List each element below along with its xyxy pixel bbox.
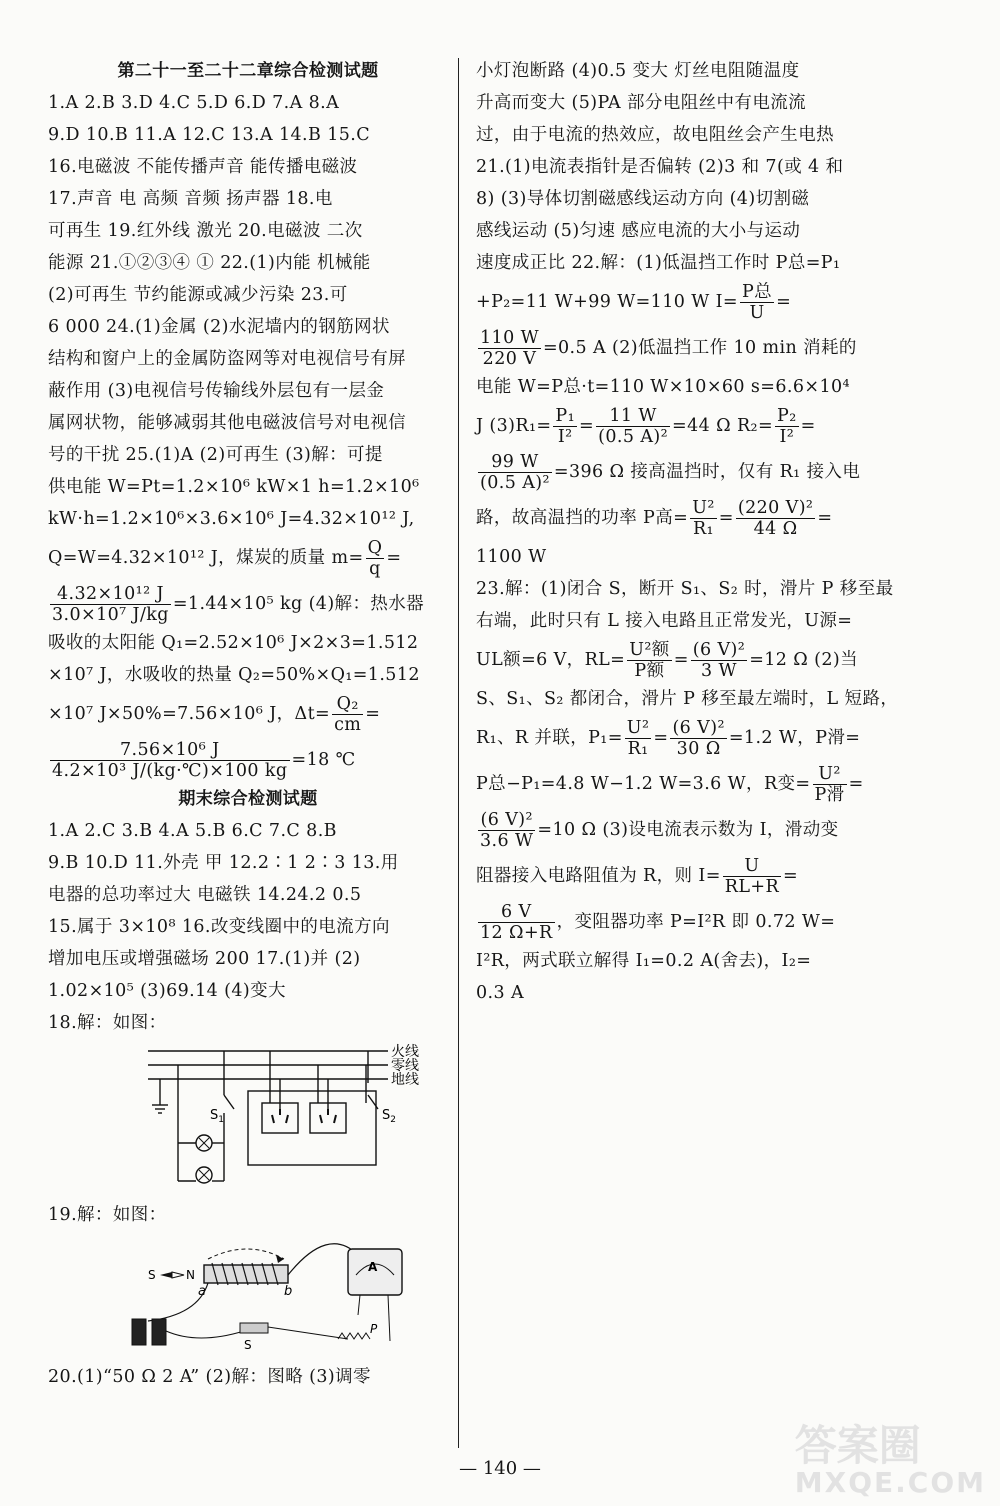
numerator: U: [723, 856, 781, 877]
text-run: =18 ℃: [291, 750, 356, 770]
live-wire-label: 火线: [391, 1044, 419, 1060]
denominator: 12 Ω+R: [480, 923, 553, 943]
denominator: 220 V: [482, 349, 537, 369]
numerator: P₁: [555, 406, 576, 426]
fraction: [690, 498, 717, 539]
denominator: R₁: [627, 739, 649, 759]
answer-line: 吸收的太阳能 Q₁=2.52×10⁶ J×2×3=1.512: [48, 633, 419, 653]
ground-wire-label: 地线: [391, 1072, 419, 1088]
denominator: R₁: [692, 519, 714, 539]
answer-line: 18.解：如图：: [48, 1013, 167, 1033]
text-run: =: [365, 704, 381, 724]
formula-line: [48, 737, 448, 783]
left-column: [48, 55, 448, 1393]
text-run: +P₂=11 W+99 W=110 W I=: [476, 292, 738, 312]
fraction: [813, 764, 847, 805]
text-run: R₁、R 并联，P₁=: [476, 728, 623, 748]
formula-line: [476, 325, 878, 371]
section-title-final: 期末综合检测试题: [178, 789, 318, 809]
numerator: (6 V)²: [692, 640, 746, 660]
answer-line: 属网状物，能够减弱其他电磁波信号对电视信: [48, 413, 406, 433]
formula-line: [476, 495, 878, 541]
answer-line: S、S₁、S₂ 都闭合，滑片 P 移至最左端时，L 短路，: [476, 689, 899, 709]
answer-line: 1100 W: [476, 547, 547, 567]
coil-end-a-label: a: [198, 1284, 206, 1299]
text-run: =: [386, 548, 402, 568]
numerator: Q: [367, 538, 383, 558]
text-run: =: [579, 416, 595, 436]
answer-line: 结构和窗户上的金属防盗网等对电视信号有屏: [48, 349, 406, 369]
electromagnet-diagram: [48, 1235, 448, 1355]
text-run: =44 Ω R₂=: [672, 416, 774, 436]
numerator: U²: [692, 498, 715, 518]
formula-line: [476, 807, 878, 853]
fraction: [740, 282, 774, 323]
fraction: [366, 538, 385, 579]
fraction: [775, 406, 799, 447]
fraction: [478, 328, 541, 369]
text-run: =396 Ω 接高温挡时，仅有 R₁ 接入电: [553, 462, 861, 482]
text-run: =: [653, 728, 669, 748]
answer-line: 升高而变大 (5)PA 部分电阻丝中有电流流: [476, 93, 807, 113]
watermark-logo: [794, 1421, 986, 1499]
fraction: [553, 406, 577, 447]
answer-line: 电能 W=P总·t=110 W×10×60 s=6.6×10⁴: [476, 377, 850, 397]
text-run: P总−P₁=4.8 W−1.2 W=3.6 W，R变=: [476, 774, 811, 794]
text-run: =: [776, 292, 792, 312]
answer-line: ×10⁷ J，水吸收的热量 Q₂=50%×Q₁=1.512: [48, 665, 420, 685]
formula-line: [476, 449, 878, 495]
fraction: [332, 694, 363, 735]
wiring-diagram: [48, 1043, 448, 1193]
neutral-wire-label: 零线: [391, 1058, 419, 1074]
answer-line: 21.(1)电流表指针是否偏转 (2)3 和 7(或 4 和: [476, 157, 844, 177]
answer-line: 9.D 10.B 11.A 12.C 13.A 14.B 15.C: [48, 125, 371, 145]
numerator: U²: [626, 718, 650, 738]
answer-line: 可再生 19.红外线 激光 20.电磁波 二次: [48, 221, 363, 241]
numerator: 7.56×10⁶ J: [50, 740, 290, 761]
answer-line: 8) (3)导体切割磁感线运动方向 (4)切割磁: [476, 189, 810, 209]
text-run: =0.5 A (2)低温挡工作 10 min 消耗的: [542, 338, 857, 358]
answer-line: 1.A 2.C 3.B 4.A 5.B 6.C 7.C 8.B: [48, 821, 337, 841]
text-run: ，变阻器功率 P=I²R 即 0.72 W=: [556, 912, 836, 932]
text-run: 路，故高温挡的功率 P高=: [476, 508, 689, 528]
numerator: 110 W: [480, 328, 539, 348]
denominator: I²: [557, 427, 573, 447]
denominator: 30 Ω: [676, 739, 721, 759]
formula-line: [476, 637, 878, 683]
switch-label: S: [244, 1338, 252, 1352]
fraction: [627, 640, 671, 681]
text-run: =: [718, 508, 734, 528]
switch-s2-label: $S_2$: [382, 1108, 396, 1125]
text-run: 阻器接入电路阻值为 R，则 I=: [476, 866, 721, 886]
text-run: UL额=6 V，RL=: [476, 650, 626, 670]
text-run: =: [817, 508, 833, 528]
fraction: [691, 640, 747, 681]
switch-s1-label: $S_1$: [210, 1108, 224, 1125]
denominator: 3 W: [701, 661, 737, 681]
text-run: =12 Ω (2)当: [749, 650, 859, 670]
section-title-21-22: 第二十一至二十二章综合检测试题: [117, 61, 379, 81]
column-divider: [458, 58, 459, 1448]
switch-icon: [240, 1323, 268, 1333]
compass-needle-icon: [160, 1272, 172, 1278]
text-run: =: [848, 774, 864, 794]
numerator: (6 V)²: [478, 810, 535, 831]
fraction: [50, 740, 290, 781]
denominator: 3.0×10⁷ J/kg: [52, 605, 169, 625]
answer-line: 20.(1)“50 Ω 2 A” (2)解：图略 (3)调零: [48, 1367, 371, 1387]
answer-line: kW·h=1.2×10⁶×3.6×10⁶ J=4.32×10¹² J,: [48, 509, 415, 529]
answer-line: 1.02×10⁵ (3)69.14 (4)变大: [48, 981, 286, 1001]
answer-line: 0.3 A: [476, 983, 525, 1003]
denominator: U: [749, 303, 765, 323]
fraction: [50, 584, 171, 625]
denominator: I²: [779, 427, 795, 447]
denominator: 3.6 W: [480, 831, 534, 851]
answer-line: 过，由于电流的热效应，故电阻丝会产生电热: [476, 125, 834, 145]
denominator: P滑: [814, 785, 845, 805]
answer-line: 能源 21.①②③④ ① 22.(1)内能 机械能: [48, 253, 371, 273]
formula-line: [476, 279, 878, 325]
answer-line: 6 000 24.(1)金属 (2)水泥墙内的钢筋网状: [48, 317, 390, 337]
fraction: [670, 718, 726, 759]
formula-line: [48, 581, 448, 627]
fraction: [478, 810, 535, 851]
answer-line: 右端，此时只有 L 接入电路且正常发光，U源=: [476, 611, 853, 631]
denominator: q: [369, 559, 381, 579]
denominator: 44 Ω: [753, 519, 798, 539]
answer-line: 号的干扰 25.(1)A (2)可再生 (3)解：可提: [48, 445, 383, 465]
fraction: [736, 498, 815, 539]
text-run: =10 Ω (3)设电流表示数为 I，滑动变: [537, 820, 839, 840]
formula-line: [476, 761, 878, 807]
formula-line: [476, 899, 878, 945]
text-run: =: [673, 650, 689, 670]
answer-line: 15.属于 3×10⁸ 16.改变线圈中的电流方向: [48, 917, 390, 937]
text-run: Q=W=4.32×10¹² J，煤炭的质量 m=: [48, 548, 364, 568]
text-run: =1.2 W，P滑=: [728, 728, 861, 748]
text-run: J (3)R₁=: [476, 416, 552, 436]
answer-line: 电器的总功率过大 电磁铁 14.24.2 0.5: [48, 885, 362, 905]
numerator: 6 V: [478, 902, 555, 923]
answer-line: 23.解：(1)闭合 S，断开 S₁、S₂ 时，滑片 P 移至最: [476, 579, 894, 599]
text-run: =1.44×10⁵ kg (4)解：热水器: [172, 594, 425, 614]
answer-line: 蔽作用 (3)电视信号传输线外层包有一层金: [48, 381, 385, 401]
watermark-line-2: MXQE.COM: [794, 1466, 986, 1499]
text-run: =: [800, 416, 816, 436]
numerator: U²额: [629, 640, 670, 660]
compass-n-label: N: [186, 1268, 195, 1282]
answer-line: 16.电磁波 不能传播声音 能传播电磁波: [48, 157, 358, 177]
numerator: (220 V)²: [737, 498, 814, 518]
coil-end-b-label: b: [284, 1284, 293, 1299]
numerator: (6 V)²: [672, 718, 725, 738]
formula-line: [476, 403, 878, 449]
answer-line: 19.解：如图：: [48, 1205, 167, 1225]
answer-line: 速度成正比 22.解：(1)低温挡工作时 P总=P₁: [476, 253, 841, 273]
answer-line: 9.B 10.D 11.外壳 甲 12.2∶1 2∶3 13.用: [48, 853, 399, 873]
numerator: 4.32×10¹² J: [50, 584, 171, 605]
numerator: 99 W: [478, 452, 552, 473]
answer-line: I²R，两式联立解得 I₁=0.2 A(舍去)，I₂=: [476, 951, 812, 971]
answer-line: 小灯泡断路 (4)0.5 变大 灯丝电阻随温度: [476, 61, 800, 81]
answer-line: 感线运动 (5)匀速 感应电流的大小与运动: [476, 221, 801, 241]
fraction: [596, 406, 670, 447]
answer-line: 17.声音 电 高频 音频 扬声器 18.电: [48, 189, 333, 209]
ammeter-label: A: [368, 1260, 378, 1274]
denominator: (0.5 A)²: [480, 473, 550, 493]
fraction: [478, 452, 552, 493]
answer-line: 增加电压或增强磁场 200 17.(1)并 (2): [48, 949, 361, 969]
denominator: cm: [334, 715, 362, 735]
answer-line: (2)可再生 节约能源或减少污染 23.可: [48, 285, 348, 305]
fraction: [625, 718, 652, 759]
formula-line: [48, 535, 448, 581]
answer-line: 供电能 W=Pt=1.2×10⁶ kW×1 h=1.2×10⁶: [48, 477, 420, 497]
compass-s-label: S: [148, 1268, 156, 1282]
formula-line: [48, 691, 448, 737]
denominator: RL+R: [724, 877, 780, 897]
denominator: 4.2×10³ J/(kg·℃)×100 kg: [52, 761, 288, 781]
battery-icon: [132, 1319, 146, 1345]
numerator: P₂: [777, 406, 797, 426]
numerator: 11 W: [596, 406, 670, 427]
numerator: P总: [741, 282, 773, 302]
denominator: (0.5 A)²: [598, 427, 668, 447]
numerator: Q₂: [332, 694, 363, 715]
text-run: ×10⁷ J×50%=7.56×10⁶ J，Δt=: [48, 704, 331, 724]
page-number: — 140 —: [459, 1458, 541, 1479]
numerator: U²: [813, 764, 847, 785]
slider-p-label: P: [370, 1322, 378, 1336]
answer-line: 1.A 2.B 3.D 4.C 5.D 6.D 7.A 8.A: [48, 93, 340, 113]
battery-icon: [152, 1319, 166, 1345]
denominator: P额: [634, 661, 665, 681]
formula-line: [476, 853, 878, 899]
fraction: [478, 902, 555, 943]
text-run: =: [783, 866, 799, 886]
fraction: [723, 856, 781, 897]
watermark-line-1: 答案圈: [794, 1421, 921, 1470]
formula-line: [476, 715, 878, 761]
right-column: [476, 55, 899, 1009]
